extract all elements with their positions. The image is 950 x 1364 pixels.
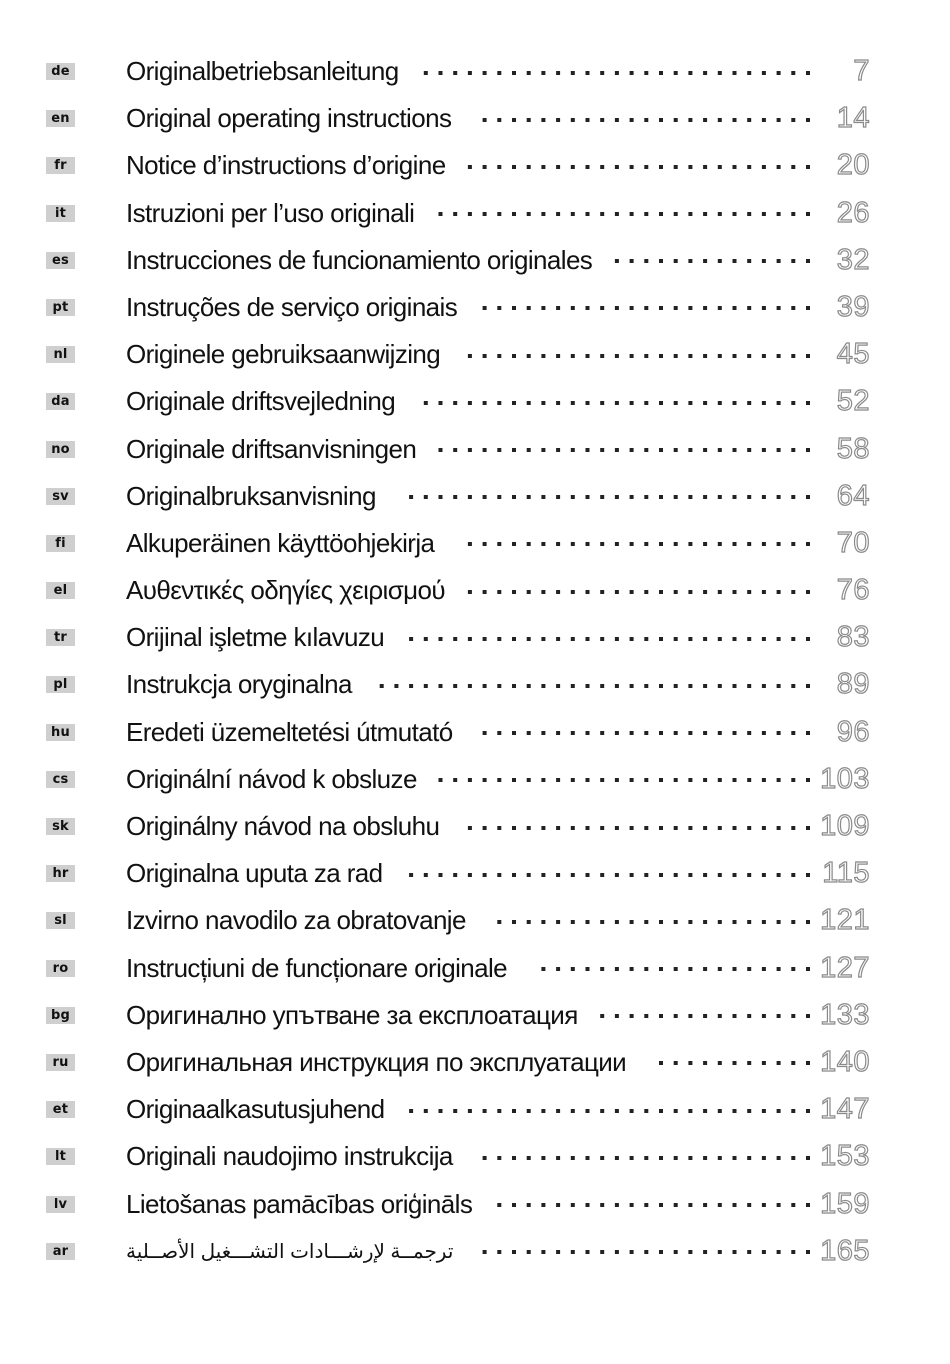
page-number[interactable]: 121 (820, 904, 870, 937)
language-code-badge: it (46, 205, 75, 222)
page-number[interactable]: 76 (836, 574, 870, 607)
toc-entry (126, 48, 810, 95)
language-code-badge: ar (46, 1243, 75, 1260)
toc-title[interactable]: Alkuperäinen käyttöohjekirja (126, 527, 435, 558)
page-number[interactable]: 140 (820, 1045, 870, 1078)
dot-leader (588, 992, 810, 1039)
toc-entry (126, 331, 810, 378)
toc-row-ro[interactable] (0, 945, 950, 992)
toc-entry (126, 1181, 810, 1228)
dot-leader (395, 1086, 810, 1133)
page-number[interactable]: 153 (820, 1140, 870, 1173)
page-number[interactable]: 14 (836, 102, 870, 135)
page-number[interactable]: 83 (836, 621, 870, 654)
toc-title[interactable]: Αυθεντικές οδηγίες χειρισμού (126, 575, 446, 606)
language-code-badge: fr (46, 157, 75, 174)
language-code-badge: hu (46, 724, 75, 741)
toc-row-cs[interactable] (0, 756, 950, 803)
page-number[interactable]: 26 (836, 196, 870, 229)
toc-row-ru[interactable] (0, 1039, 950, 1086)
language-code-badge: da (46, 393, 75, 410)
page-number[interactable]: 165 (820, 1234, 870, 1267)
toc-entry (126, 190, 810, 237)
toc-entry (126, 897, 810, 944)
toc-title[interactable]: Eredeti üzemeltetési útmutató (126, 716, 453, 747)
language-code-badge: sk (46, 818, 75, 835)
language-code-badge: no (46, 441, 75, 458)
toc-title[interactable]: ترجمــة لإرشـــادات التشـــغيل الأصــلية (126, 1240, 454, 1263)
toc-entry (126, 95, 810, 142)
page-number[interactable]: 52 (836, 385, 870, 418)
language-code-badge: pl (46, 676, 75, 693)
toc-row-el[interactable] (0, 567, 950, 614)
toc-title[interactable]: Instrucțiuni de funcționare originale (126, 952, 508, 983)
toc-row-sl[interactable] (0, 897, 950, 944)
toc-title[interactable]: Originale driftsvejledning (126, 386, 396, 417)
dot-leader (392, 850, 810, 897)
dot-leader (444, 520, 810, 567)
dot-leader (426, 426, 810, 473)
page-number[interactable]: 58 (836, 432, 870, 465)
dot-leader (467, 284, 810, 331)
dot-leader (362, 661, 810, 708)
toc-row-fr[interactable] (0, 142, 950, 189)
dot-leader (386, 473, 810, 520)
toc-title[interactable]: Izvirno navodilo za obratovanje (126, 905, 466, 936)
language-code-badge: lt (46, 1148, 75, 1165)
toc-title[interactable]: Originaalkasutusjuhend (126, 1094, 385, 1125)
language-code-badge: et (46, 1101, 75, 1118)
dot-leader (405, 378, 810, 425)
language-code-badge: en (46, 110, 75, 127)
language-code-badge: cs (46, 771, 75, 788)
dot-leader (449, 803, 810, 850)
toc-title[interactable]: Originele gebruiksaanwijzing (126, 339, 441, 370)
dot-leader (427, 756, 810, 803)
page-number[interactable]: 45 (836, 338, 870, 371)
language-code-badge: ro (46, 960, 75, 977)
toc-row-no[interactable] (0, 426, 950, 473)
dot-leader (517, 945, 810, 992)
toc-entry (126, 426, 810, 473)
toc-entry (126, 709, 810, 756)
toc-row-pl[interactable] (0, 661, 950, 708)
page-number[interactable]: 133 (820, 998, 870, 1031)
language-code-badge: bg (46, 1007, 75, 1024)
toc-row-ar[interactable] (0, 1228, 950, 1275)
toc-entry (126, 756, 810, 803)
toc-row-pt[interactable] (0, 284, 950, 331)
language-code-badge: pt (46, 299, 75, 316)
dot-leader (482, 1181, 810, 1228)
page-number[interactable]: 109 (820, 810, 870, 842)
language-code-badge: de (46, 63, 75, 80)
dot-leader (456, 142, 810, 189)
toc-row-lt[interactable] (0, 1133, 950, 1180)
toc-entry (126, 473, 810, 520)
dot-leader (463, 1228, 810, 1275)
toc-row-it[interactable] (0, 190, 950, 237)
toc-title[interactable]: Originalbruksanvisning (126, 480, 376, 511)
dot-leader (394, 614, 810, 661)
page-number[interactable]: 7 (853, 55, 870, 87)
toc-title[interactable]: Originálny návod na obsluhu (126, 811, 440, 841)
table-of-contents (0, 48, 950, 1275)
dot-leader (409, 48, 810, 95)
language-code-badge: tr (46, 629, 75, 646)
page-number[interactable]: 39 (836, 290, 870, 323)
toc-entry (126, 237, 810, 284)
language-code-badge: sv (46, 488, 75, 505)
dot-leader (461, 95, 810, 142)
page-number[interactable]: 70 (836, 526, 870, 559)
toc-row-fi[interactable] (0, 520, 950, 567)
dot-leader (602, 237, 810, 284)
toc-entry (126, 1039, 810, 1086)
toc-row-da[interactable] (0, 378, 950, 425)
toc-entry (126, 1133, 810, 1180)
toc-entry (126, 520, 810, 567)
toc-row-en[interactable] (0, 95, 950, 142)
toc-row-es[interactable] (0, 237, 950, 284)
page-number[interactable]: 32 (836, 243, 870, 276)
dot-leader (463, 709, 810, 756)
toc-title[interactable]: Notice d’instructions d’origine (126, 150, 446, 181)
page-number[interactable]: 20 (836, 149, 870, 182)
toc-row-nl[interactable] (0, 331, 950, 378)
dot-leader (476, 897, 810, 944)
language-code-badge: sl (46, 912, 75, 929)
language-code-badge: el (46, 582, 75, 599)
language-code-badge: fi (46, 535, 75, 552)
toc-entry (126, 850, 810, 897)
page-number[interactable]: 127 (820, 951, 870, 984)
page-number[interactable]: 159 (820, 1187, 870, 1220)
toc-title[interactable]: Originální návod k obsluze (126, 763, 417, 794)
toc-title[interactable]: Оригинално упътване за експлоатация (126, 999, 578, 1030)
toc-row-sv[interactable] (0, 473, 950, 520)
page-number[interactable]: 103 (820, 762, 870, 795)
toc-row-de[interactable] (0, 48, 950, 95)
toc-title[interactable]: Originalna uputa za rad (126, 858, 383, 889)
toc-row-sk[interactable] (0, 803, 950, 850)
toc-title[interactable]: Instruções de serviço originais (126, 291, 458, 322)
toc-row-et[interactable] (0, 1086, 950, 1133)
page-number[interactable]: 96 (836, 715, 870, 748)
toc-row-bg[interactable] (0, 992, 950, 1039)
toc-entry (126, 142, 810, 189)
page-number[interactable]: 89 (836, 668, 870, 701)
dot-leader (463, 1133, 810, 1180)
toc-entry (126, 661, 810, 708)
toc-entry (126, 378, 810, 425)
toc-entry (126, 803, 810, 850)
toc-title[interactable]: Instrucciones de funcionamiento originales (126, 244, 593, 275)
toc-row-lv[interactable] (0, 1181, 950, 1228)
toc-title[interactable]: Lietošanas pamācības oriģināls (126, 1188, 473, 1219)
toc-entry (126, 614, 810, 661)
language-code-badge: hr (46, 865, 75, 882)
toc-row-tr[interactable] (0, 614, 950, 661)
toc-title[interactable]: Istruzioni per l’uso originali (126, 197, 415, 228)
page-number[interactable]: 115 (822, 857, 870, 890)
toc-entry (126, 945, 810, 992)
toc-title[interactable]: Originalbetriebsanleitung (126, 56, 399, 86)
page-number[interactable]: 147 (820, 1093, 870, 1126)
toc-title[interactable]: Instrukcja oryginalna (126, 669, 352, 700)
toc-entry (126, 567, 810, 614)
toc-title[interactable]: Originali naudojimo instrukcija (126, 1141, 453, 1172)
toc-row-hu[interactable] (0, 709, 950, 756)
dot-leader (424, 190, 810, 237)
toc-title[interactable]: Orijinal işletme kılavuzu (126, 622, 385, 653)
toc-title[interactable]: Original operating instructions (126, 103, 452, 134)
toc-entry (126, 1228, 810, 1275)
language-code-badge: es (46, 252, 75, 269)
language-code-badge: ru (46, 1054, 75, 1071)
toc-entry (126, 284, 810, 331)
page-number[interactable]: 64 (836, 479, 870, 512)
toc-title[interactable]: Оригинальная инструкция по эксплуатации (126, 1046, 627, 1077)
dot-leader (636, 1039, 810, 1086)
toc-row-hr[interactable] (0, 850, 950, 897)
dot-leader (455, 567, 810, 614)
dot-leader (450, 331, 810, 378)
toc-entry (126, 1086, 810, 1133)
toc-title[interactable]: Originale driftsanvisningen (126, 433, 417, 464)
language-code-badge: nl (46, 346, 75, 363)
toc-entry (126, 992, 810, 1039)
language-code-badge: lv (46, 1196, 75, 1213)
